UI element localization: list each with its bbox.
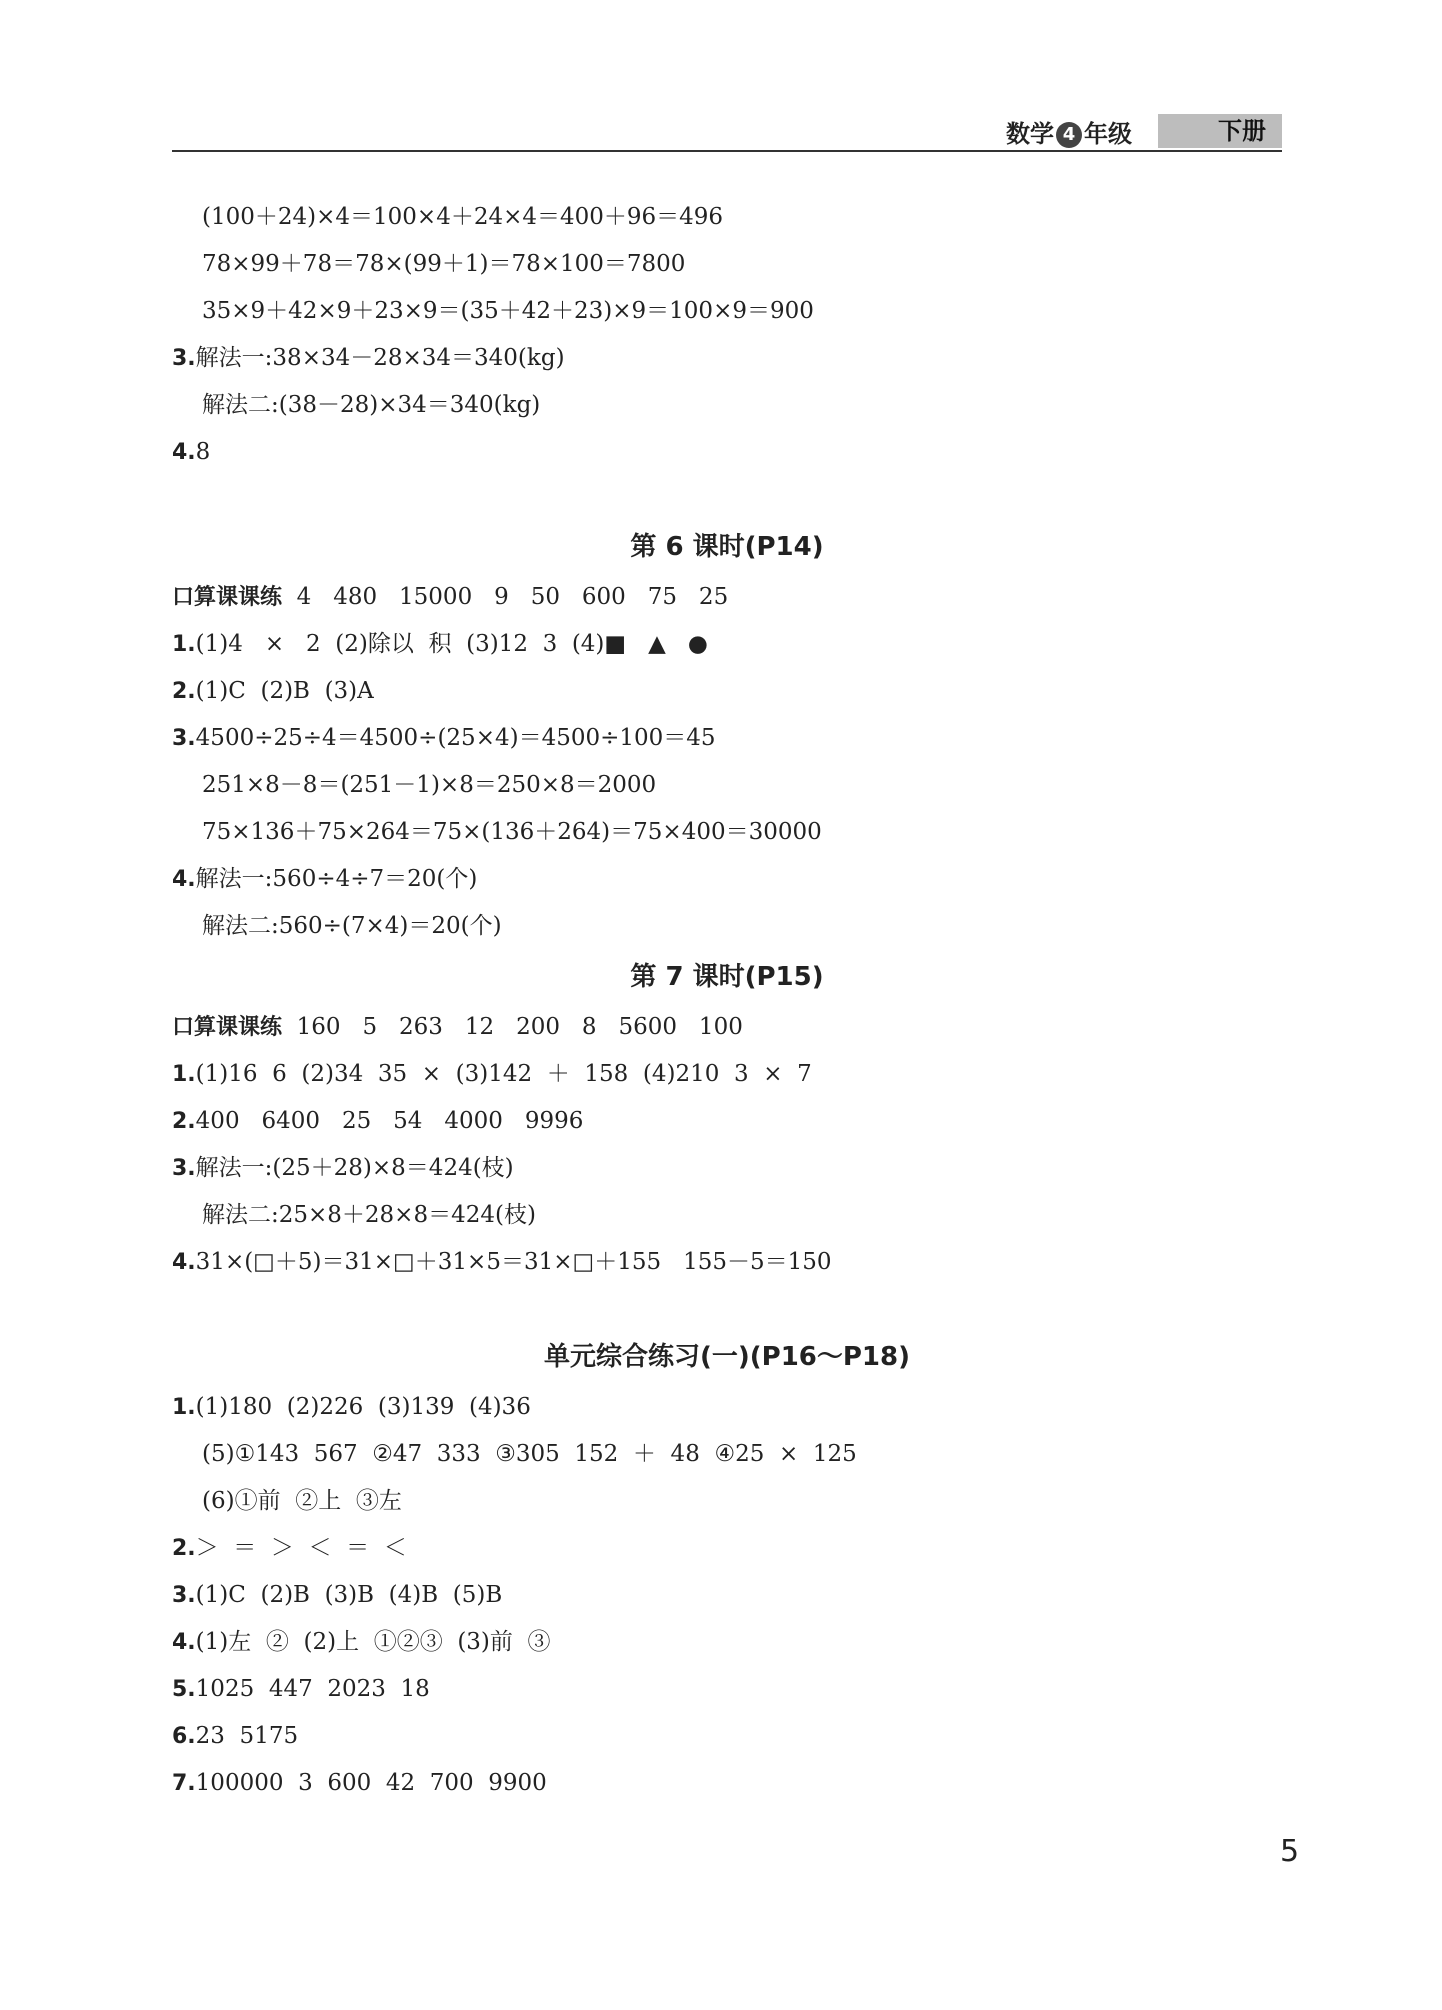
answer-line xyxy=(172,241,1282,288)
answer-text: (1)180 (2)226 (3)139 (4)36 xyxy=(195,1394,531,1420)
lesson7-answer-block xyxy=(172,1051,1282,1286)
answer-text: 31×(□＋5)＝31×□＋31×5＝31×□＋155 155－5＝150 xyxy=(195,1249,832,1275)
answer-content xyxy=(172,194,1282,1807)
answer-text: 解法二:25×8＋28×8＝424(枝) xyxy=(202,1202,536,1228)
answer-line xyxy=(172,1525,1282,1572)
question-number: 1. xyxy=(172,632,196,657)
kousuan-values: 4 480 15000 9 50 600 75 25 xyxy=(282,584,729,610)
answer-line xyxy=(172,809,1282,856)
question-number: 4. xyxy=(172,1630,196,1655)
question-number: 5. xyxy=(172,1677,196,1702)
answer-text: 400 6400 25 54 4000 9996 xyxy=(195,1108,584,1134)
answer-line xyxy=(172,668,1282,715)
grade-number-badge: 4 xyxy=(1056,122,1082,148)
answer-text: 8 xyxy=(195,439,211,465)
section-title-lesson6: 第 6 课时(P14) xyxy=(630,532,824,562)
section-title-lesson7: 第 7 课时(P15) xyxy=(630,962,824,992)
answer-line xyxy=(172,382,1282,429)
question-number: 2. xyxy=(172,1109,196,1134)
answer-line xyxy=(172,1478,1282,1525)
answer-line xyxy=(172,1713,1282,1760)
page-number: 5 xyxy=(1280,1834,1300,1869)
kousuan-row-lesson7 xyxy=(172,1004,1282,1051)
kousuan-values: 160 5 263 12 200 8 5600 100 xyxy=(282,1014,743,1040)
answer-text: (5)①143 567 ②47 333 ③305 152 ＋ 48 ④25 × 125 xyxy=(202,1441,857,1467)
answer-text: 解法二:560÷(7×4)＝20(个) xyxy=(202,913,502,939)
answer-line xyxy=(172,856,1282,903)
question-number: 1. xyxy=(172,1395,196,1420)
question-number: 2. xyxy=(172,679,196,704)
kousuan-label: 口算课课练 xyxy=(172,1015,283,1040)
answer-line xyxy=(172,1192,1282,1239)
answer-text: (100＋24)×4＝100×4＋24×4＝400＋96＝496 xyxy=(202,204,724,230)
question-number: 7. xyxy=(172,1771,196,1796)
subject-label: 数学 xyxy=(1006,120,1054,148)
answer-text: (1)C (2)B (3)A xyxy=(195,678,374,704)
book-volume-label: 下册 xyxy=(1158,114,1282,148)
answer-line xyxy=(172,1145,1282,1192)
answer-line xyxy=(172,1098,1282,1145)
answer-text: 解法一:(25＋28)×8＝424(枝) xyxy=(195,1155,514,1181)
answer-text: 1025 447 2023 18 xyxy=(195,1676,430,1702)
question-number: 3. xyxy=(172,1156,196,1181)
answer-line xyxy=(172,194,1282,241)
question-number: 4. xyxy=(172,867,196,892)
answer-text: 251×8－8＝(251－1)×8＝250×8＝2000 xyxy=(202,772,657,798)
answer-line xyxy=(172,335,1282,382)
answer-line xyxy=(172,1384,1282,1431)
header-subject xyxy=(1006,114,1132,149)
answer-text: ＞ ＝ ＞ ＜ ＝ ＜ xyxy=(195,1535,407,1561)
answer-line xyxy=(172,1572,1282,1619)
question-number: 1. xyxy=(172,1062,196,1087)
answer-line xyxy=(172,762,1282,809)
answer-text: 100000 3 600 42 700 9900 xyxy=(195,1770,547,1796)
answer-text: 35×9＋42×9＋23×9＝(35＋42＋23)×9＝100×9＝900 xyxy=(202,298,814,324)
answer-line xyxy=(172,1431,1282,1478)
answer-text: 75×136＋75×264＝75×(136＋264)＝75×400＝30000 xyxy=(202,819,822,845)
answer-line xyxy=(172,903,1282,950)
top-answer-block xyxy=(172,194,1282,476)
unit1-answer-block xyxy=(172,1384,1282,1807)
answer-line xyxy=(172,1760,1282,1807)
kousuan-row-lesson6 xyxy=(172,574,1282,621)
answer-line xyxy=(172,621,1282,668)
answer-text: (6)①前 ②上 ③左 xyxy=(202,1488,402,1514)
answer-line xyxy=(172,1619,1282,1666)
answer-text: 23 5175 xyxy=(195,1723,299,1749)
question-number: 3. xyxy=(172,1583,196,1608)
answer-text: 解法二:(38－28)×34＝340(kg) xyxy=(202,392,541,418)
answer-line xyxy=(172,715,1282,762)
answer-line xyxy=(172,1239,1282,1286)
question-number: 3. xyxy=(172,346,196,371)
answer-text: (1)4 × 2 (2)除以 积 (3)12 3 (4)■ ▲ ● xyxy=(195,631,708,657)
grade-suffix: 年级 xyxy=(1084,120,1132,148)
answer-text: 解法一:560÷4÷7＝20(个) xyxy=(195,866,478,892)
answer-text: (1)C (2)B (3)B (4)B (5)B xyxy=(195,1582,503,1608)
question-number: 4. xyxy=(172,1250,196,1275)
lesson6-answer-block xyxy=(172,621,1282,950)
question-number: 2. xyxy=(172,1536,196,1561)
answer-text: (1)16 6 (2)34 35 × (3)142 ＋ 158 (4)210 3 × 7 xyxy=(195,1061,812,1087)
answer-text: (1)左 ② (2)上 ①②③ (3)前 ③ xyxy=(195,1629,551,1655)
answer-text: 4500÷25÷4＝4500÷(25×4)＝4500÷100＝45 xyxy=(195,725,716,751)
answer-line xyxy=(172,1666,1282,1713)
answer-line xyxy=(172,429,1282,476)
question-number: 4. xyxy=(172,440,196,465)
page-header xyxy=(172,106,1282,152)
answer-line xyxy=(172,1051,1282,1098)
answer-text: 78×99＋78＝78×(99＋1)＝78×100＝7800 xyxy=(202,251,686,277)
section-title-unit1: 单元综合练习(一)(P16～P18) xyxy=(543,1342,910,1372)
kousuan-label: 口算课课练 xyxy=(172,585,283,610)
answer-line xyxy=(172,288,1282,335)
question-number: 3. xyxy=(172,726,196,751)
question-number: 6. xyxy=(172,1724,196,1749)
answer-text: 解法一:38×34－28×34＝340(kg) xyxy=(195,345,565,371)
